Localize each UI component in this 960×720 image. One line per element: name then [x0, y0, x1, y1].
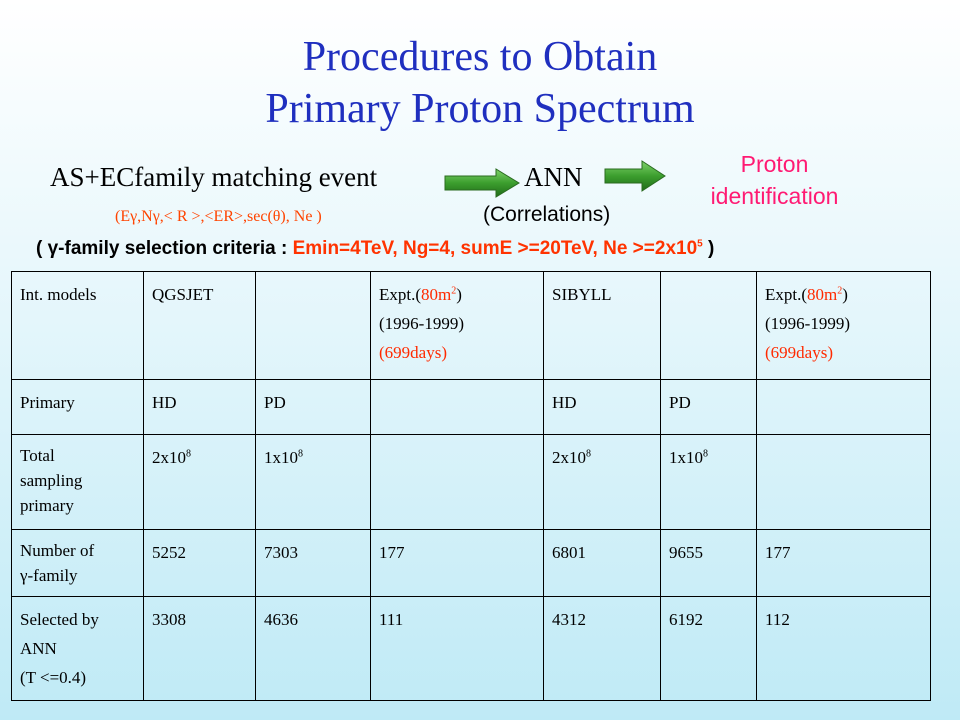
- criteria-open: (: [36, 238, 48, 259]
- ann-input-variables: (Eγ,Nγ,< R >,<ER>,sec(θ), Ne ): [115, 208, 322, 225]
- cell-total-qgsjet-hd: $2x10^8$: [144, 435, 256, 530]
- flow-step-matching-event: AS+ECfamily matching event: [50, 162, 378, 192]
- table-row-total: [12, 435, 931, 530]
- cell-selected-1: 3308: [144, 597, 256, 701]
- cell-number-4: 6801: [544, 530, 661, 597]
- cell-total-sibyll-hd: $2x10^8$: [544, 435, 661, 530]
- slide-title-line2: Primary Proton Spectrum: [265, 86, 695, 132]
- criteria-values: Emin=4TeV, Ng=4, sumE >=20TeV, Ne >=2x10: [292, 238, 698, 259]
- slide-title-line1: Procedures to Obtain: [302, 34, 658, 80]
- header-expt-qgsjet: $Expt.(80m^2)$ (1996-1999) (699days): [371, 272, 544, 380]
- cell-number-1: 5252: [144, 530, 256, 597]
- cell-selected-3: 111: [371, 597, 544, 701]
- arrow-right-icon: [444, 168, 520, 198]
- table-row-selected: [12, 597, 931, 701]
- cell-total-empty: [371, 435, 544, 530]
- cell-primary-label: Primary: [12, 380, 144, 435]
- header-int-models: Int. models: [12, 272, 144, 380]
- cell-primary-hd-2: HD: [544, 380, 661, 435]
- cell-number-label: Number of γ-family: [12, 530, 144, 597]
- cell-number-3: 177: [371, 530, 544, 597]
- results-table: [11, 271, 931, 701]
- cell-primary-empty: [371, 380, 544, 435]
- cell-total-empty-2: [757, 435, 931, 530]
- criteria-exponent: 5: [697, 238, 703, 250]
- cell-total-label: Total sampling primary: [12, 435, 144, 530]
- arrow-right-icon: [604, 160, 666, 192]
- cell-number-6: 177: [757, 530, 931, 597]
- cell-primary-pd: PD: [256, 380, 371, 435]
- cell-selected-4: 4312: [544, 597, 661, 701]
- header-expt-sibyll: $Expt.(80m^2)$ (1996-1999) (699days): [757, 272, 931, 380]
- header-empty-2: [661, 272, 757, 380]
- cell-primary-empty-2: [757, 380, 931, 435]
- selection-criteria: [36, 238, 714, 260]
- header-empty: [256, 272, 371, 380]
- cell-total-sibyll-pd: $1x10^8$: [661, 435, 757, 530]
- table-row-header: [12, 272, 931, 380]
- cell-number-5: 9655: [661, 530, 757, 597]
- header-qgsjet: QGSJET: [144, 272, 256, 380]
- criteria-colon: :: [275, 238, 293, 259]
- table-row-primary: [12, 380, 931, 435]
- header-sibyll: SIBYLL: [544, 272, 661, 380]
- cell-selected-6: 112: [757, 597, 931, 701]
- table-row-number: [12, 530, 931, 597]
- cell-primary-pd-2: PD: [661, 380, 757, 435]
- result-line1: Proton: [740, 151, 809, 177]
- ann-correlations-label: (Correlations): [483, 203, 611, 226]
- criteria-close: ): [702, 238, 715, 259]
- criteria-label: γ-family selection criteria: [47, 238, 276, 259]
- cell-total-qgsjet-pd: $1x10^8$: [256, 435, 371, 530]
- cell-number-2: 7303: [256, 530, 371, 597]
- cell-selected-label: Selected by ANN (T <=0.4): [12, 597, 144, 701]
- cell-selected-5: 6192: [661, 597, 757, 701]
- flow-result-proton-identification: [682, 148, 867, 212]
- flow-step-ann: ANN: [524, 162, 583, 192]
- cell-primary-hd: HD: [144, 380, 256, 435]
- cell-selected-2: 4636: [256, 597, 371, 701]
- result-line2: identification: [710, 183, 839, 209]
